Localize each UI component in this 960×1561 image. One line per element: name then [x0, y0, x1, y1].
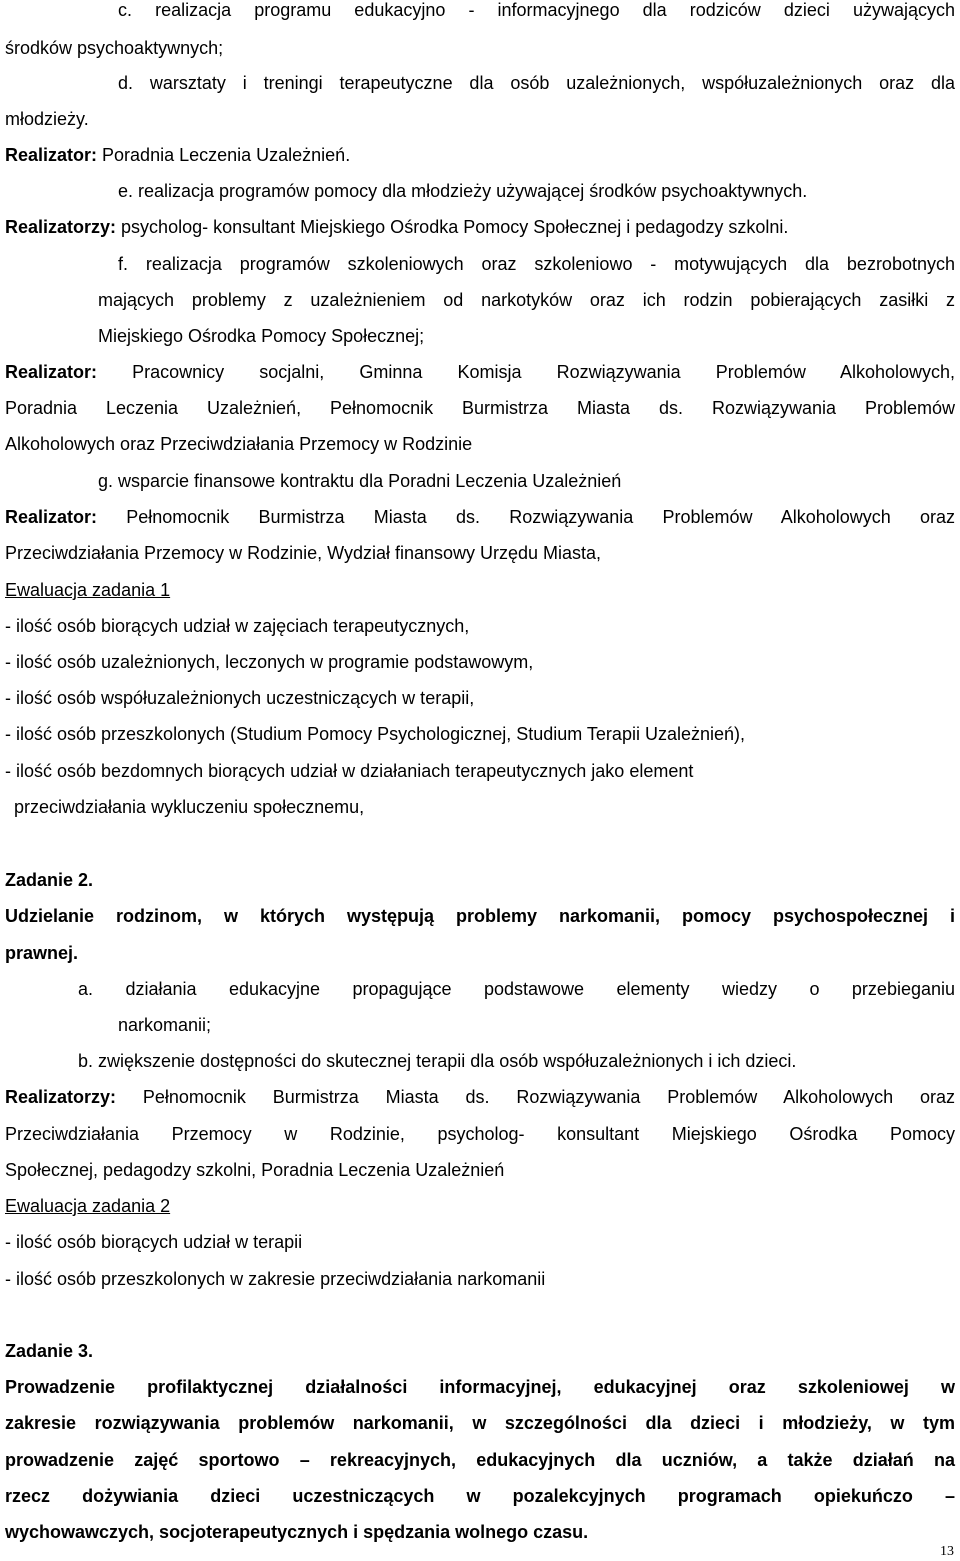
task-3-title: rzecz dożywiania dzieci uczestniczących w pozalekcyjnych programach opiekuńczo – [5, 1486, 955, 1506]
item-f-line3: Miejskiego Ośrodka Pomocy Społecznej; [98, 326, 425, 346]
evaluation-heading-1: Ewaluacja zadania 1 [5, 580, 171, 600]
realizator-label: Realizator: [5, 507, 98, 527]
item-f-line1: f. realizacja programów szkoleniowych oraz szkoleniowo - motywujących dla bezrobotnych [118, 254, 955, 274]
realizatorzy-text: psycholog- konsultant Miejskiego Ośrodka Pomocy Społecznej i pedagodzy szkolni. [116, 217, 789, 237]
evaluation-item: - ilość osób biorących udział w terapii [5, 1232, 303, 1252]
item-d-line1: d. warsztaty i treningi terapeutyczne dla osób uzależnionych, współuzależnionych oraz dla [118, 73, 955, 93]
item-d-line2: młodzieży. [5, 109, 89, 129]
realizatorzy-line [5, 1085, 955, 1109]
task-2-item-a: a. działania edukacyjne propagujące podstawowe elementy wiedzy o przebieganiu [78, 979, 955, 999]
evaluation-item: - ilość osób przeszkolonych w zakresie przeciwdziałania narkomanii [5, 1269, 546, 1289]
realizatorzy-line [5, 215, 788, 239]
task-3-title: zakresie rozwiązywania problemów narkomanii, w szczególności dla dzieci i młodzieży, w tym [5, 1413, 955, 1433]
evaluation-item: - ilość osób współuzależnionych uczestniczących w terapii, [5, 688, 475, 708]
realizator-line [5, 505, 955, 529]
realizatorzy-label: Realizatorzy: [5, 1087, 117, 1107]
realizator-text: Pracownicy socjalni, Gminna Komisja Rozwiązywania Problemów Alkoholowych, [97, 362, 955, 382]
paragraph-line: Przeciwdziałania Przemocy w Rodzinie, psycholog- konsultant Miejskiego Ośrodka Pomocy [5, 1124, 955, 1144]
realizator-label: Realizator: [5, 145, 98, 165]
paragraph-line: Poradnia Leczenia Uzależnień, Pełnomocnik Burmistrza Miasta ds. Rozwiązywania Problemów [5, 398, 955, 418]
task-2-title: Udzielanie rodzinom, w których występują problemy narkomanii, pomocy psychospołecznej i [5, 906, 955, 926]
paragraph-line: Społecznej, pedagodzy szkolni, Poradnia Leczenia Uzależnień [5, 1160, 505, 1180]
page-number: 13 [940, 1544, 954, 1559]
evaluation-item: - ilość osób bezdomnych biorących udział w działaniach terapeutycznych jako element [5, 761, 694, 781]
task-3-title-end: wychowawczych, socjoterapeutycznych i spędzania wolnego czasu. [5, 1522, 589, 1542]
evaluation-item: - ilość osób przeszkolonych (Studium Pomocy Psychologicznej, Studium Terapii Uzależnień), [5, 724, 745, 744]
evaluation-heading-2: Ewaluacja zadania 2 [5, 1196, 171, 1216]
evaluation-item: - ilość osób biorących udział w zajęciach terapeutycznych, [5, 616, 470, 636]
task-3-title: Prowadzenie profilaktycznej działalności informacyjnej, edukacyjnej oraz szkoleniowej w [5, 1377, 955, 1397]
realizator-text: Pełnomocnik Burmistrza Miasta ds. Rozwiązywania Problemów Alkoholowych oraz [97, 507, 955, 527]
task-2-item-a-cont: narkomanii; [118, 1015, 212, 1035]
task-2-item-b: b. zwiększenie dostępności do skutecznej terapii dla osób współuzależnionych i ich dzieci. [78, 1051, 797, 1071]
item-c-line1: c. realizacja programu edukacyjno - informacyjnego dla rodziców dzieci używających [118, 0, 955, 20]
realizatorzy-text: Pełnomocnik Burmistrza Miasta ds. Rozwiązywania Problemów Alkoholowych oraz [116, 1087, 955, 1107]
task-3-heading: Zadanie 3. [5, 1341, 94, 1361]
realizator-text: Poradnia Leczenia Uzależnień. [97, 145, 351, 165]
realizator-line [5, 143, 350, 167]
task-3-title: prowadzenie zajęć sportowo – rekreacyjnych, edukacyjnych dla uczniów, a także działań na [5, 1450, 955, 1470]
paragraph-line: Przeciwdziałania Przemocy w Rodzinie, Wydział finansowy Urzędu Miasta, [5, 543, 602, 563]
evaluation-item: - ilość osób uzależnionych, leczonych w programie podstawowym, [5, 652, 534, 672]
task-2-title-cont: prawnej. [5, 943, 79, 963]
task-2-heading: Zadanie 2. [5, 870, 94, 890]
realizatorzy-label: Realizatorzy: [5, 217, 117, 237]
realizator-label: Realizator: [5, 362, 98, 382]
item-g: g. wsparcie finansowe kontraktu dla Poradni Leczenia Uzależnień [98, 471, 622, 491]
paragraph-line: Alkoholowych oraz Przeciwdziałania Przemocy w Rodzinie [5, 434, 473, 454]
evaluation-item-cont: przeciwdziałania wykluczeniu społecznemu, [14, 797, 365, 817]
item-e: e. realizacja programów pomocy dla młodzieży używającej środków psychoaktywnych. [118, 181, 808, 201]
realizator-line [5, 360, 955, 384]
item-c-line2: środków psychoaktywnych; [5, 38, 224, 58]
item-f-line2: mających problemy z uzależnieniem od narkotyków oraz ich rodzin pobierających zasiłki z [98, 290, 955, 310]
